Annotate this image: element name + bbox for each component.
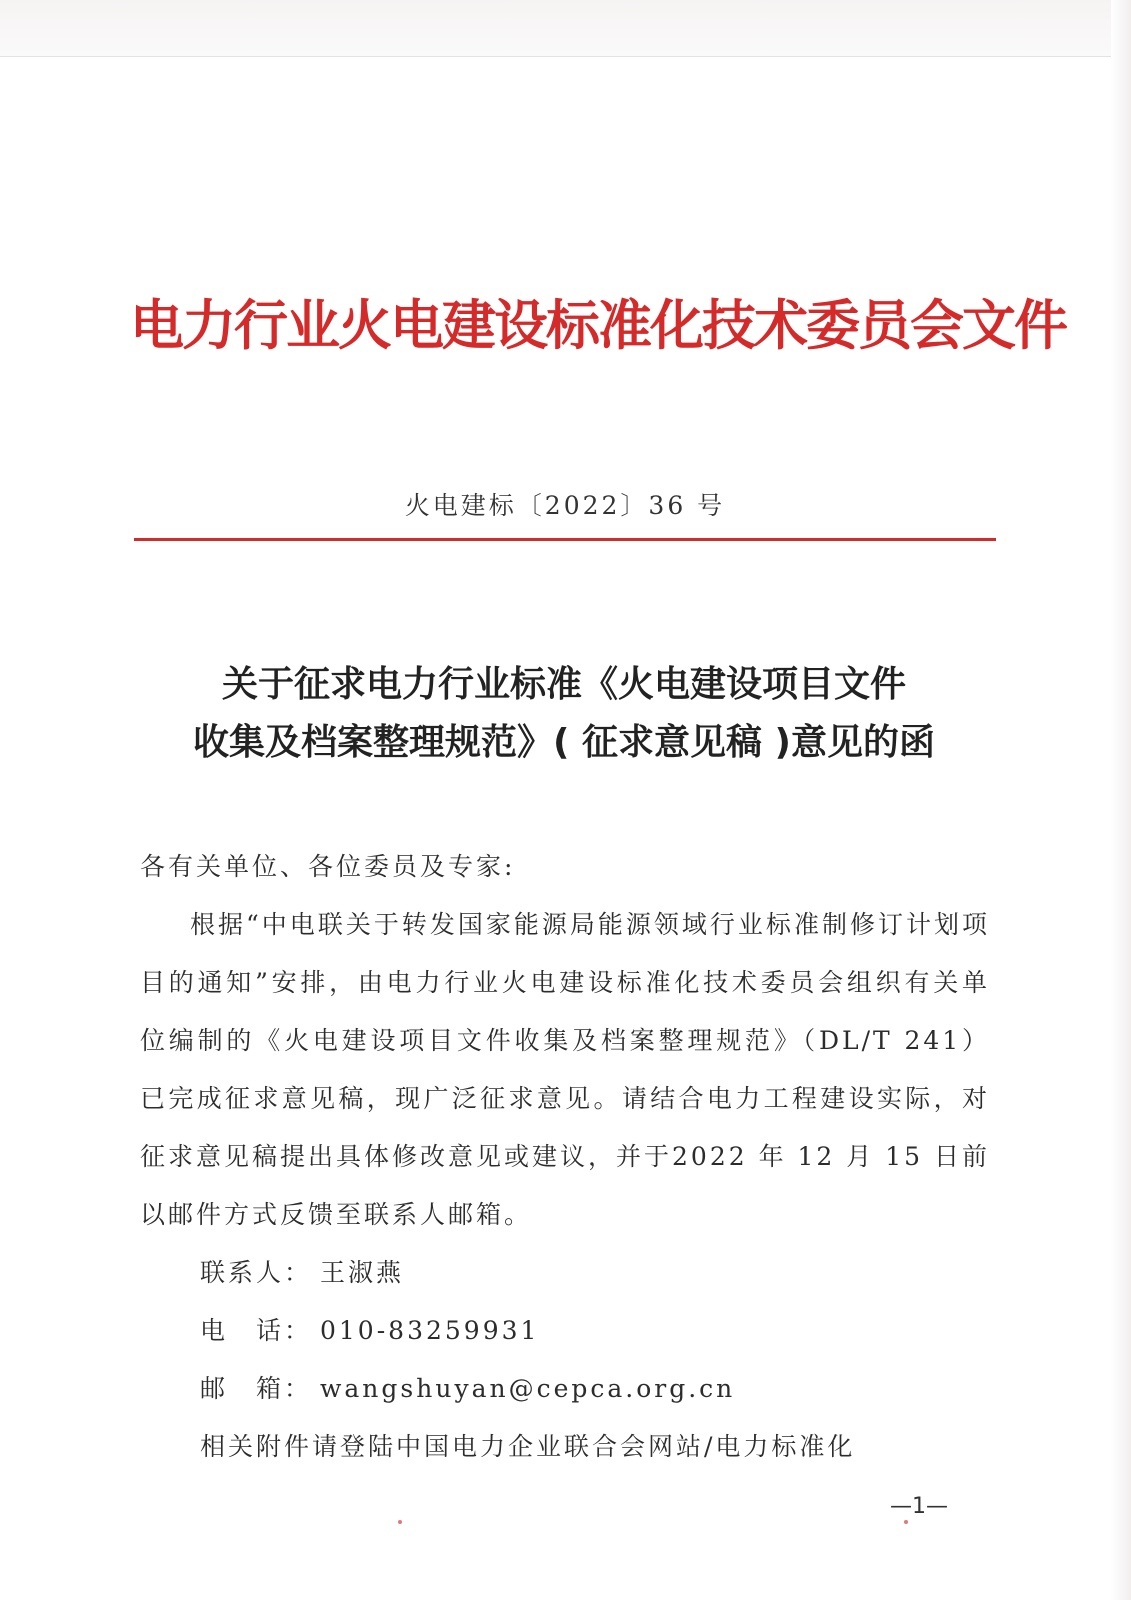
contact-email-label: 邮 箱： xyxy=(200,1374,313,1403)
contact-phone-value: 010-83259931 xyxy=(320,1316,540,1345)
scan-speck xyxy=(398,1520,402,1524)
scan-speck xyxy=(904,1520,908,1524)
document-title-line-1: 关于征求电力行业标准《火电建设项目文件 xyxy=(221,664,906,705)
document-number: 火电建标〔2022〕36 号 xyxy=(404,491,726,520)
body-paragraph: 根据“中电联关于转发国家能源局能源领域行业标准制修订计划项目的通知”安排，由电力行业火电建设标准化技术委员会组织有关单位编制的《火电建设项目文件收集及档案整理规范》（DL/T 241）已完成征求意见稿，现广泛征求意见。请结合电力工程建设实际，对征求意见稿提出具体修改意见或建议，并于2022 年 12 月 15 日前以邮件方式反馈至联系人邮箱。 xyxy=(140,910,990,1229)
contact-person-line xyxy=(140,1244,990,1302)
page-number: —1— xyxy=(890,1494,948,1519)
red-divider-rule xyxy=(134,538,996,541)
document-title-line-2: 收集及档案整理规范》( 征求意见稿 )意见的函 xyxy=(193,722,935,763)
document-title xyxy=(134,656,994,772)
contact-phone-line xyxy=(140,1302,990,1360)
scan-edge-top xyxy=(0,0,1131,57)
attachment-note: 相关附件请登陆中国电力企业联合会网站/电力标准化 xyxy=(200,1432,856,1461)
contact-person-label: 联系人： xyxy=(200,1258,313,1287)
document-masthead: 电力行业火电建设标准化技术委员会文件 xyxy=(130,294,1066,357)
contact-email-value: wangshuyan@cepca.org.cn xyxy=(320,1374,736,1403)
salutation: 各有关单位、各位委员及专家: xyxy=(140,852,516,881)
contact-person-value: 王淑燕 xyxy=(320,1258,405,1287)
scan-edge-right xyxy=(1111,0,1131,1600)
document-body xyxy=(140,838,990,1476)
contact-phone-label: 电 话： xyxy=(200,1316,313,1345)
contact-email-line xyxy=(140,1360,990,1418)
